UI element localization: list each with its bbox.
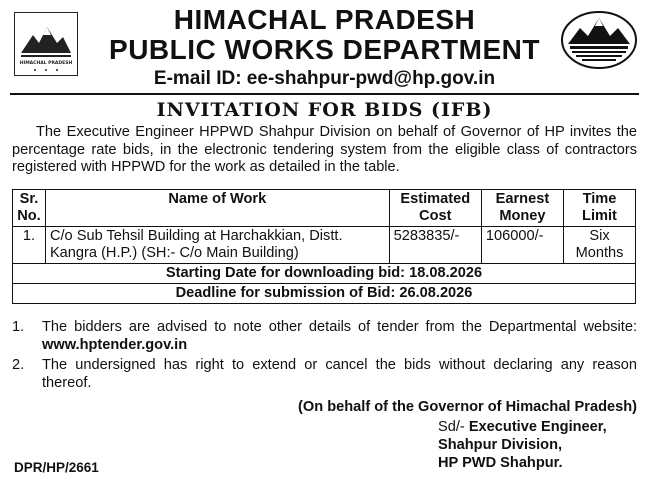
notes-list [12,319,637,395]
header-time: Time Limit [563,190,635,227]
starting-date: Starting Date for downloading bid: 18.08.2026 [13,264,636,284]
header-cost: Estimated Cost [389,190,481,227]
state-emblem [560,10,638,72]
email-id: E-mail ID: ee-shahpur-pwd@hp.gov.in [153,68,496,89]
cell-sr: 1. [13,227,46,264]
deadline-row [13,284,636,304]
cell-name: C/o Sub Tehsil Building at Harchakkian, Distt. Kangra (H.P.) (SH:- C/o Main Building) [45,227,389,264]
signatory-division: Shahpur Division, [438,437,563,453]
cell-cost: 5283835/- [389,227,481,264]
signatory-designation: Sd/- Executive Engineer, [438,419,607,435]
title-line2: PUBLIC WORKS DEPARTMENT [109,34,540,65]
on-behalf-line: (On behalf of the Governor of Himachal Pradesh) [298,399,637,415]
notice-intro: The Executive Engineer HPPWD Shahpur Division on behalf of Governor of HP invites the percentage rate bids, in the electronic tendering system from the eligible class of contractors registered with HPPWD for the work as detailed in the table. [12,124,637,175]
notice-heading: INVITATION FOR BIDS (IFB) [156,99,493,121]
cell-time: Six Months [563,227,635,264]
svg-text:HIMACHAL PRADESH: HIMACHAL PRADESH [19,61,73,66]
header-sr: Sr. No. [13,190,46,227]
header-name: Name of Work [45,190,389,227]
header-money: Earnest Money [481,190,563,227]
bids-table [12,189,636,304]
list-item [12,357,637,392]
note-text: The bidders are advised to note other details of tender from the Departmental website: www.hptender.gov.in [42,319,637,353]
signatory-office: HP PWD Shahpur. [438,455,563,471]
note-number: 1. [12,319,25,335]
header-divider [10,93,639,95]
title-line1: HIMACHAL PRADESH [173,4,476,35]
note-text: The undersigned has right to extend or cancel the bids without declaring any reason thereof. [42,357,637,391]
table-row [13,227,636,264]
reference-number: DPR/HP/2661 [14,460,99,475]
starting-date-row [13,264,636,284]
deadline: Deadline for submission of Bid: 26.08.2026 [13,284,636,304]
note-number: 2. [12,357,25,373]
signature-block [438,418,607,472]
tender-website-link[interactable]: www.hptender.gov.in [42,336,188,353]
list-item [12,319,637,354]
table-header-row [13,190,636,227]
cell-money: 106000/- [481,227,563,264]
